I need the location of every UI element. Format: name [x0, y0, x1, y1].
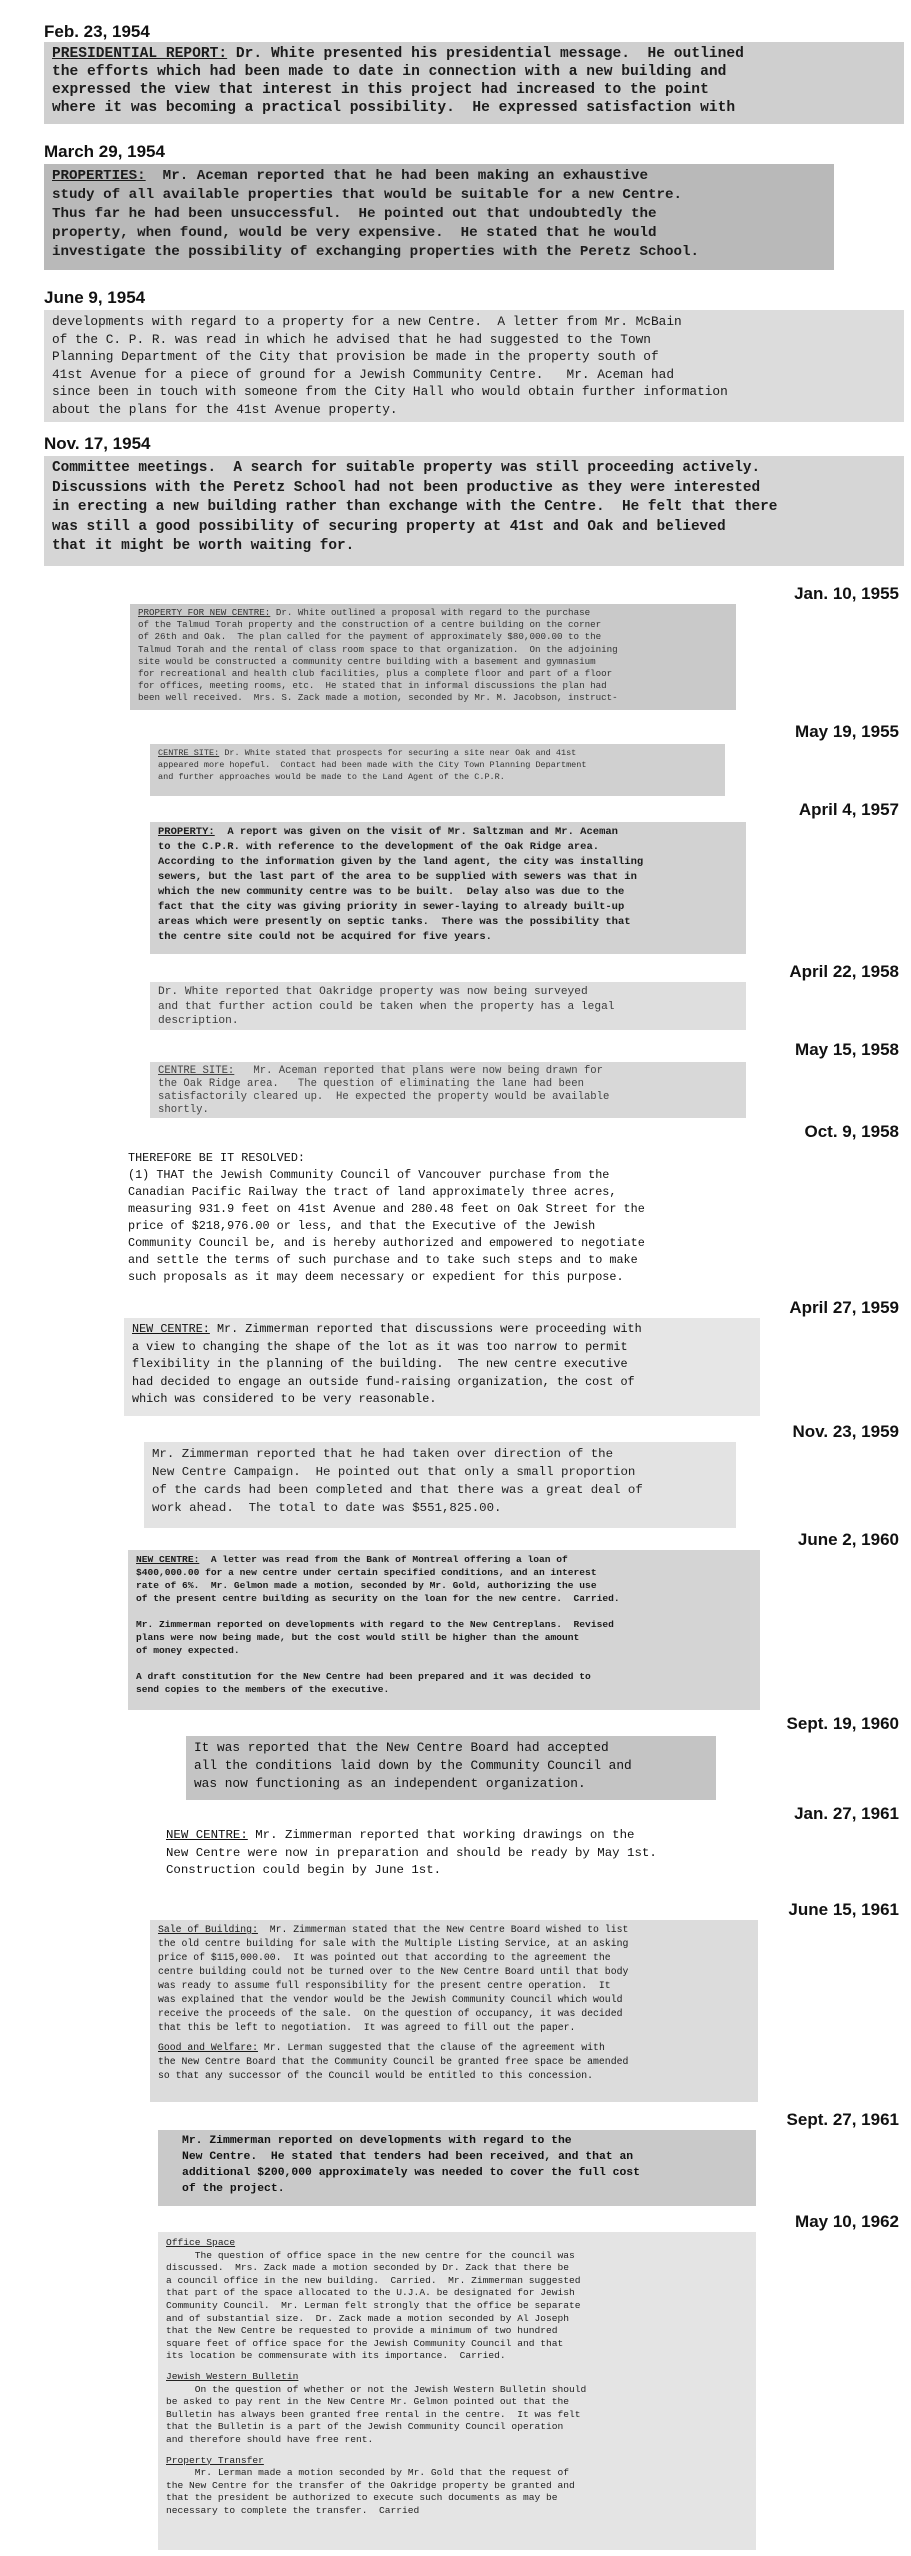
clipping-heading: Good and Welfare:: [158, 2042, 258, 2053]
clipping-centre-site: [150, 744, 725, 796]
entry-date: June 9, 1954: [44, 288, 146, 307]
entry-date: Oct. 9, 1958: [804, 1122, 899, 1141]
section-heading: Office Space: [166, 2237, 236, 2248]
entry-date: Sept. 27, 1961: [786, 2110, 899, 2129]
entry-date: Sept. 19, 1960: [786, 1714, 899, 1733]
clipping-text: Mr. Zimmerman reported on developments with regard to the New Centre. He stated that tenders had been received, and that an additional $200,000 approximately was needed to cover the full cost of the project.: [182, 2135, 640, 2195]
clipping-office-space: [158, 2232, 756, 2550]
clipping-text: Mr. Zimmerman reported that he had taken over direction of the New Centre Campaign. He pointed out that only a small proportion of the cards had been completed and that there was a great deal of work ahead. The total to date was $551,825.00.: [152, 1447, 643, 1515]
clipping-heading: NEW CENTRE:: [136, 1554, 200, 1565]
entry-date: April 22, 1958: [789, 962, 899, 981]
clipping-properties: [44, 164, 834, 270]
clipping-heading: PROPERTY FOR NEW CENTRE:: [138, 607, 271, 618]
clipping-working-drawings: [158, 1824, 718, 1884]
entry-date: Feb. 23, 1954: [44, 22, 150, 41]
clipping-board-accepted: [186, 1736, 716, 1800]
clipping-text: Mr. Zimmerman reported that discussions were proceeding with a view to changing the shape of the lot as it was too narrow to permit flexibility in the planning of the building. The new centre executive had decided to engage an outside fund-raising organization, the cost of which was considered to be very reasonable.: [132, 1322, 642, 1406]
clipping-text: The question of office space in the new centre for the council was discussed. Mrs. Zack made a motion seconded by Dr. Zack that there be a council office in the new building. Carried. Mr. Zimmerman suggested that part of the space allocated to the U.J.A. be designated for Jewish Community Council. Mr. Lerman felt strongly that the office be separate and of substantial size. Dr. Zack made a motion seconded by Al Joseph that the New Centre be requested to provide a minimum of two hundred square feet of office space for the Jewish Community Council and that its location be commensurate with its importance. Carried.: [166, 2249, 581, 2362]
section-heading: Jewish Western Bulletin: [166, 2370, 299, 2382]
clipping-heading: PROPERTY:: [158, 826, 215, 838]
entry-date: Jan. 10, 1955: [794, 584, 899, 603]
clipping-text: Dr. White stated that prospects for securing a site near Oak and 41st appeared more hopeful. Contact had been made with the City Town Planning Department and further approaches would be made to the Land Agent of the C.P.R.: [158, 748, 587, 782]
entry-date: May 15, 1958: [795, 1040, 899, 1059]
clipping-heading: Sale of Building:: [158, 1924, 258, 1935]
clipping-text: Mr. Lerman suggested that the clause of the agreement with the New Centre Board that the Community Council be granted free space be amended so that any successor of the Council would be entitled to this concession.: [158, 2042, 629, 2081]
clipping-text: A report was given on the visit of Mr. Saltzman and Mr. Aceman to the C.P.R. with reference to the development of the Oak Ridge area. According to the information given by the land agent, the city was installing sewers, but the last part of the area to be supplied with sewers was that in which the new community centre was to be built. Delay also was due to the fact that the city was giving priority in sewer-laying to already built-up areas which were presently on septic tanks. There was the possibility that the centre site could not be acquired for five years.: [158, 826, 644, 943]
entry-date: May 19, 1955: [795, 722, 899, 741]
clipping-property-letter: [44, 310, 904, 422]
clipping-text: Dr. White reported that Oakridge property was now being surveyed and that further action could be taken when the property has a legal description.: [158, 986, 615, 1027]
clipping-heading: NEW CENTRE:: [132, 1322, 210, 1336]
clipping-presidential-report: [44, 42, 904, 124]
entry-date: May 10, 1962: [795, 2212, 899, 2231]
entry-date: June 15, 1961: [788, 1900, 899, 1919]
clipping-text: THEREFORE BE IT RESOLVED: (1) THAT the Jewish Community Council of Vancouver purchase from the Canadian Pacific Railway the tract of land approximately three acres, measuring 931.9 feet on 41st Avenue and 280.48 feet on Oak Street for the price of $218,976.00 or less, and that the Executive of the Jewish Community Council be, and is hereby authorized and empowered to negotiate and settle the terms of such purchase and to take such steps and to make such proposals as it may deem necessary or expedient for this purpose.: [128, 1151, 645, 1284]
clipping-property-for-new-centre: [130, 604, 736, 710]
clipping-text: A letter was read from the Bank of Montreal offering a loan of $400,000.00 for a new centre under certain specified conditions, and an interest rate of 6%. Mr. Gelmon made a motion, seconded by Mr. Gold, authorizing the use of the present centre building as security on the loan for the new centre. Carried. Mr. Zimmerman reported on developments with regard to the New Centreplans. Revised plans were now being made, but the cost would still be higher than the amount of money expected. A draft constitution for the New Centre had been prepared and it was decided to send copies to the members of the executive.: [136, 1554, 620, 1695]
clipping-new-centre-lot: [124, 1318, 760, 1416]
clipping-text: Dr. White presented his presidential message. He outlined the efforts which had been made to date in connection with a new building and expressed the view that interest in this project had increased to the point where it was becoming a practical possibility. He expressed satisfaction with: [52, 46, 744, 116]
clipping-property-oak-ridge: [150, 822, 746, 954]
entry-date: Nov. 23, 1959: [792, 1422, 899, 1441]
clipping-centre-site-plans: [150, 1062, 746, 1118]
clipping-text: Mr. Aceman reported that he had been making an exhaustive study of all available properties that would be suitable for a new Centre. Thus far he had been unsuccessful. He pointed out that undoubtedly the property, when found, would be very expensive. He stated that he would investigate the possibility of exchanging properties with the Peretz School.: [52, 168, 700, 260]
clipping-text: Committee meetings. A search for suitable property was still proceeding actively. Discussions with the Peretz School had not been productive as they were interested in erecting a new building rather than exchange with the Centre. He felt that there was still a good possibility of securing property at 41st and Oak and believed that it might be worth waiting for.: [52, 460, 778, 554]
clipping-text: It was reported that the New Centre Board had accepted all the conditions laid down by the Community Council and was now functioning as an independent organization.: [194, 1740, 632, 1791]
clipping-text: Mr. Aceman reported that plans were now being drawn for the Oak Ridge area. The question of eliminating the lane had been satisfactorily cleared up. He expected the property would be available shortly.: [158, 1065, 610, 1116]
clipping-bank-loan: [128, 1550, 760, 1710]
clipping-oakridge-survey: [150, 982, 746, 1030]
clipping-tenders: [158, 2130, 756, 2206]
clipping-text: Mr. Zimmerman stated that the New Centre Board wished to list the old centre building for sale with the Multiple Listing Service, at an asking price of $115,000.00. It was pointed out that according to the agreement the centre building could not be turned over to the New Centre Board until that body was ready to assume full responsibility for the present centre operation. It was explained that the vendor would be the Jewish Community Council which would receive the proceeds of the sale. On the question of occupancy, it was decided that this be left to negotiation. It was agreed to fill out the paper.: [158, 1924, 629, 2033]
entry-date: Nov. 17, 1954: [44, 434, 151, 453]
clipping-property-search: [44, 456, 904, 566]
clipping-heading: CENTRE SITE:: [158, 1065, 235, 1077]
clipping-text: developments with regard to a property for a new Centre. A letter from Mr. McBain of the C. P. R. was read in which he advised that he had suggested to the Town Planning Department of the City that provision be made in the property south of 41st Avenue for a piece of ground for a Jewish Community Centre. Mr. Aceman had since been in touch with someone from the City Hall who would obtain further information about the plans for the 41st Avenue property.: [52, 314, 728, 417]
entry-date: March 29, 1954: [44, 142, 165, 161]
clipping-text: On the question of whether or not the Jewish Western Bulletin should be asked to pay rent in the New Centre Mr. Gelmon pointed out that the Bulletin has always been granted free rental in the centre. It was felt that the Bulletin is a part of the Jewish Community Council operation and therefore should have free rent.: [166, 2383, 587, 2445]
entry-date: April 27, 1959: [789, 1298, 899, 1317]
clipping-heading: PRESIDENTIAL REPORT:: [52, 46, 228, 62]
clipping-heading: CENTRE SITE:: [158, 748, 220, 758]
section-heading: Property Transfer: [166, 2454, 264, 2466]
clipping-campaign: [144, 1442, 736, 1528]
clipping-text: Dr. White outlined a proposal with regard to the purchase of the Talmud Torah property and the construction of a centre building on the corner of 26th and Oak. The plan called for the payment of approximately $80,000.00 to the Talmud Torah and the rental of class room space to that organization. On the adjoining site would be constructed a community centre building with a basement and gymnasium for recreational and health club facilities, plus a complete floor and part of a floor for offices, meeting rooms, etc. He stated that in informal discussions the plan had been well received. Mrs. S. Zack made a motion, seconded by Mr. M. Jacobson, instruct-: [138, 607, 618, 704]
entry-date: June 2, 1960: [797, 1530, 899, 1549]
entry-date: April 4, 1957: [798, 800, 899, 819]
clipping-text: Mr. Zimmerman reported that working drawings on the New Centre were now in preparation and should be ready by May 1st. Construction could begin by June 1st.: [166, 1828, 657, 1877]
clipping-resolution: [124, 1144, 759, 1290]
clipping-text: Mr. Lerman made a motion seconded by Mr. Gold that the request of the New Centre for the transfer of the Oakridge property be granted and that the president be authorized to execute such documents as may be necessary to complete the transfer. Carried: [166, 2467, 575, 2516]
clipping-sale-of-building: [150, 1920, 758, 2102]
entry-date: Jan. 27, 1961: [794, 1804, 899, 1823]
clipping-heading: NEW CENTRE:: [166, 1828, 248, 1842]
clipping-heading: PROPERTIES:: [52, 168, 146, 184]
